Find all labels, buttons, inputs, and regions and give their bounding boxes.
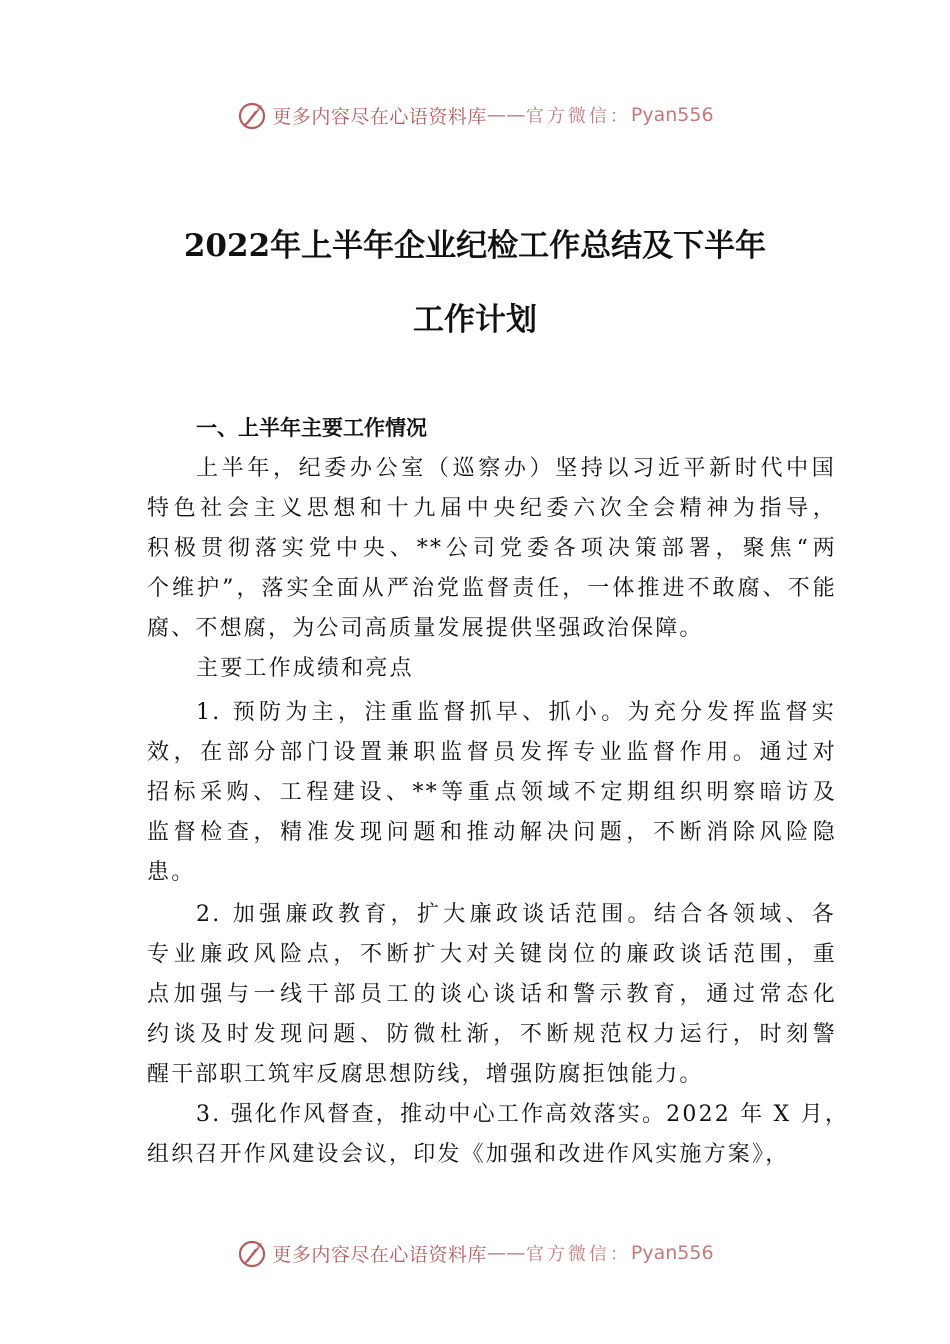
paragraph-line: 1. 预防为主，注重监督抓早、抓小。为充分发挥监督实 [196, 700, 836, 725]
subheading-line: 主要工作成绩和亮点 [196, 656, 414, 681]
watermark-text: 更多内容尽在心语资料库 [272, 1243, 487, 1266]
section-heading: 一、上半年主要工作情况 [196, 416, 427, 440]
paragraph-line: 点加强与一线干部员工的谈心谈话和警示教育，通过常态化 [147, 982, 837, 1007]
paragraph-line: 组织召开作风建设会议，印发《加强和改进作风实施方案》， [147, 1142, 790, 1167]
paragraph-line: 约谈及时发现问题、防微杜渐，不断规范权力运行，时刻警 [147, 1022, 837, 1047]
paragraph-line: 上半年，纪委办公室（巡察办）坚持以习近平新时代中国 [196, 456, 836, 481]
watermark-wechat-id: Pyan556 [630, 104, 714, 126]
paragraph-line: 患。 [147, 860, 196, 885]
watermark-wechat-label: 官方微信： [525, 1244, 631, 1265]
quill-pen-logo-icon [236, 1237, 268, 1269]
paragraph-line: 专业廉政风险点，不断扩大对关键岗位的廉政谈话范围，重 [147, 942, 837, 967]
watermark-separator: —— [486, 104, 526, 126]
quill-pen-logo-icon [236, 99, 268, 131]
watermark-header [0, 95, 950, 135]
paragraph-line: 2. 加强廉政教育，扩大廉政谈话范围。结合各领域、各 [196, 902, 836, 927]
paragraph-line: 招标采购、工程建设、**等重点领域不定期组织明察暗访及 [147, 780, 837, 805]
paragraph-line: 监督检查，精准发现问题和推动解决问题，不断消除风险隐 [147, 820, 837, 845]
paragraph-line: 特色社会主义思想和十九届中央纪委六次全会精神为指导， [147, 496, 837, 521]
paragraph-line: 3. 强化作风督查，推动中心工作高效落实。2022 年 X 月， [196, 1102, 850, 1127]
paragraph-line: 效，在部分部门设置兼职监督员发挥专业监督作用。通过对 [147, 740, 837, 765]
watermark-wechat-label: 官方微信： [525, 106, 631, 127]
watermark-text: 更多内容尽在心语资料库 [272, 105, 487, 128]
document-title-line-2: 工作计划 [413, 302, 537, 338]
watermark-footer [0, 1233, 950, 1273]
watermark-separator: —— [486, 1242, 526, 1264]
paragraph-line: 积极贯彻落实党中央、**公司党委各项决策部署，聚焦“两 [147, 536, 837, 561]
watermark-wechat-id: Pyan556 [630, 1242, 714, 1264]
paragraph-line: 腐、不想腐，为公司高质量发展提供坚强政治保障。 [147, 616, 704, 641]
document-title-line-1: 2022年上半年企业纪检工作总结及下半年 [183, 228, 767, 264]
paragraph-line: 个维护”，落实全面从严治党监督责任，一体推进不敢腐、不能 [147, 576, 837, 601]
paragraph-line: 醒干部职工筑牢反腐思想防线，增强防腐拒蚀能力。 [147, 1062, 704, 1087]
